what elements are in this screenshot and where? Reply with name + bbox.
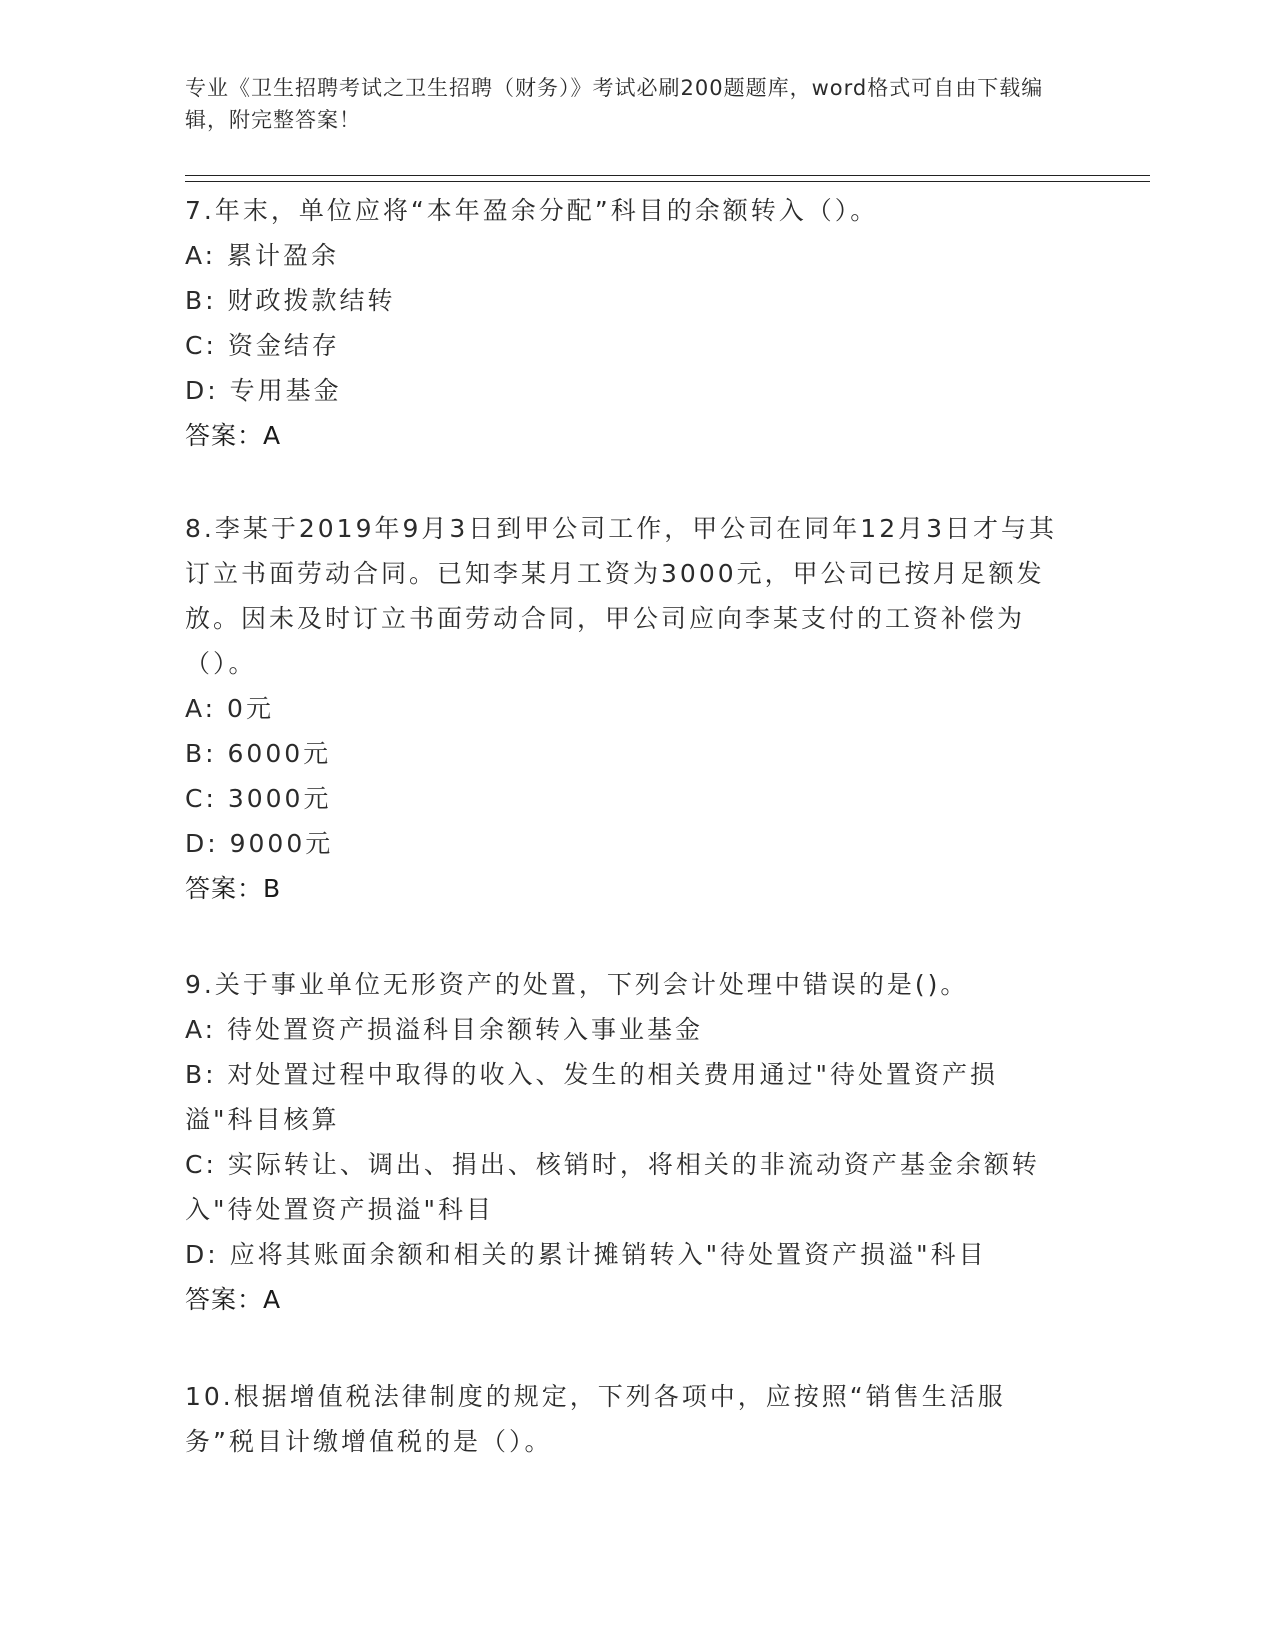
option-a: A: 待处置资产损溢科目余额转入事业基金 bbox=[185, 1015, 704, 1044]
question-stem: 10.根据增值税法律制度的规定，下列各项中，应按照“销售生活服务”税目计缴增值税的是（）。 bbox=[185, 1382, 1006, 1456]
option-b: B: 对处置过程中取得的收入、发生的相关费用通过"待处置资产损溢"科目核算 bbox=[185, 1060, 999, 1134]
question-9 bbox=[185, 962, 1065, 1322]
option-a: A: 0元 bbox=[185, 694, 274, 723]
option-d: D: 专用基金 bbox=[185, 376, 342, 405]
option-a: A: 累计盈余 bbox=[185, 241, 340, 270]
question-stem: 8.李某于2019年9月3日到甲公司工作，甲公司在同年12月3日才与其订立书面劳动合同。已知李某月工资为3000元，甲公司已按月足额发放。因未及时订立书面劳动合同，甲公司应向李某支付的工资补偿为（）。 bbox=[185, 514, 1058, 678]
answer-label: 答案：A bbox=[185, 1285, 282, 1314]
header-rule-top bbox=[185, 175, 1150, 176]
question-10 bbox=[185, 1374, 1065, 1464]
question-stem: 9.关于事业单位无形资产的处置，下列会计处理中错误的是()。 bbox=[185, 970, 969, 999]
header-intro-text: 专业《卫生招聘考试之卫生招聘（财务）》考试必刷200题题库，word格式可自由下载编辑，附完整答案！ bbox=[185, 76, 1044, 132]
question-8 bbox=[185, 506, 1065, 911]
option-b: B: 6000元 bbox=[185, 739, 332, 768]
option-c: C: 3000元 bbox=[185, 784, 332, 813]
question-7 bbox=[185, 188, 1065, 458]
option-c: C: 实际转让、调出、捐出、核销时，将相关的非流动资产基金余额转入"待处置资产损溢"科目 bbox=[185, 1150, 1040, 1224]
document-header bbox=[185, 72, 1065, 136]
question-stem: 7.年末，单位应将“本年盈余分配”科目的余额转入（）。 bbox=[185, 196, 879, 225]
option-c: C: 资金结存 bbox=[185, 331, 340, 360]
answer-label: 答案：A bbox=[185, 421, 282, 450]
answer-label: 答案：B bbox=[185, 874, 282, 903]
option-b: B: 财政拨款结转 bbox=[185, 286, 396, 315]
header-rule-bottom bbox=[185, 181, 1150, 182]
option-d: D: 应将其账面余额和相关的累计摊销转入"待处置资产损溢"科目 bbox=[185, 1240, 987, 1269]
option-d: D: 9000元 bbox=[185, 829, 334, 858]
